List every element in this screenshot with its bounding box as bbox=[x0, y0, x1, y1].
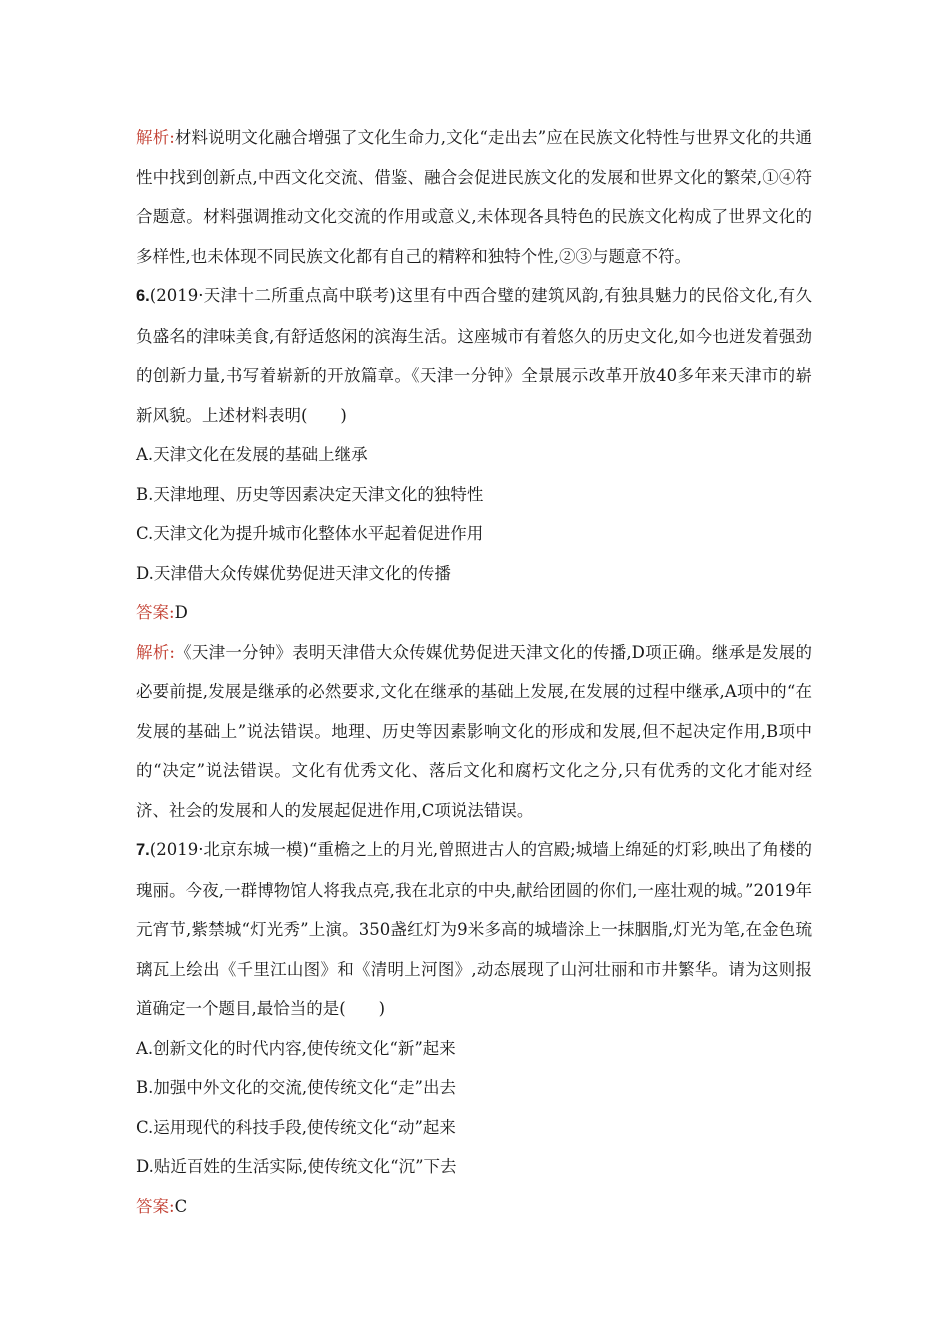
document-page bbox=[136, 118, 812, 1226]
question-7-option-c: C.运用现代的科技手段,使传统文化“动”起来 bbox=[136, 1117, 456, 1137]
question-6-answer bbox=[136, 593, 812, 633]
answer-value: D bbox=[174, 603, 188, 622]
answer-label: 答案: bbox=[136, 1196, 175, 1216]
answer-label: 答案: bbox=[136, 603, 175, 622]
question-7-answer bbox=[136, 1187, 812, 1227]
question-6-option-b: B.天津地理、历史等因素决定天津文化的独特性 bbox=[136, 484, 484, 504]
question-7-stem bbox=[136, 830, 812, 1029]
analysis-label: 解析: bbox=[136, 128, 175, 147]
question-6-option-d: D.天津借大众传媒优势促进天津文化的传播 bbox=[136, 563, 451, 583]
question-text: (2019·北京东城一模)“重檐之上的月光,曾照进古人的宫殿;城墙上绵延的灯彩,映出了角楼的瑰丽。今夜,一群博物馆人将我点亮,我在北京的中央,献给团圆的你们,一座壮观的城。”2019年元宵节,紫禁城“灯光秀”上演。350盏红灯为9米多高的城墙涂上一抹胭脂,灯光为笔,在金色琉璃瓦上绘出《千里江山图》和《清明上河图》,动态展现了山河壮丽和市井繁华。请为这则报道确定一个题目,最恰当的是( ) bbox=[136, 840, 812, 1018]
question-number: 6. bbox=[136, 287, 150, 305]
question-7-option-d: D.贴近百姓的生活实际,使传统文化“沉”下去 bbox=[136, 1157, 457, 1176]
analysis-paragraph-q6 bbox=[136, 633, 812, 831]
analysis-text: 《天津一分钟》表明天津借大众传媒优势促进天津文化的传播,D项正确。继承是发展的必要前提,发展是继承的必然要求,文化在继承的基础上发展,在发展的过程中继承,A项中的“在发展的基础上”说法错误。地理、历史等因素影响文化的形成和发展,但不起决定作用,B项中的“决定”说法错误。文化有优秀文化、落后文化和腐朽文化之分,只有优秀的文化才能对经济、社会的发展和人的发展起促进作用,C项说法错误。 bbox=[136, 642, 812, 820]
question-number: 7. bbox=[136, 841, 150, 859]
question-6-option-c: C.天津文化为提升城市化整体水平起着促进作用 bbox=[136, 524, 484, 543]
question-7-option-a: A.创新文化的时代内容,使传统文化“新”起来 bbox=[136, 1038, 456, 1058]
question-7-option-b: B.加强中外文化的交流,使传统文化“走”出去 bbox=[136, 1078, 456, 1097]
question-6-option-a: A.天津文化在发展的基础上继承 bbox=[136, 445, 368, 464]
question-text: (2019·天津十二所重点高中联考)这里有中西合璧的建筑风韵,有独具魅力的民俗文化,有久负盛名的津味美食,有舒适悠闲的滨海生活。这座城市有着悠久的历史文化,如今也迸发着强劲的创新力量,书写着崭新的开放篇章。《天津一分钟》全景展示改革开放40多年来天津市的崭新风貌。上述材料表明( ) bbox=[136, 286, 812, 425]
analysis-text: 材料说明文化融合增强了文化生命力,文化“走出去”应在民族文化特性与世界文化的共通性中找到创新点,中西文化交流、借鉴、融合会促进民族文化的发展和世界文化的繁荣,①④符合题意。材料强调推动文化交流的作用或意义,未体现各具特色的民族文化构成了世界文化的多样性,也未体现不同民族文化都有自己的精粹和独特个性,②③与题意不符。 bbox=[136, 128, 812, 266]
analysis-paragraph-q5 bbox=[136, 118, 812, 276]
question-6-stem bbox=[136, 276, 812, 435]
analysis-label: 解析: bbox=[136, 642, 175, 662]
answer-value: C bbox=[174, 1196, 188, 1216]
